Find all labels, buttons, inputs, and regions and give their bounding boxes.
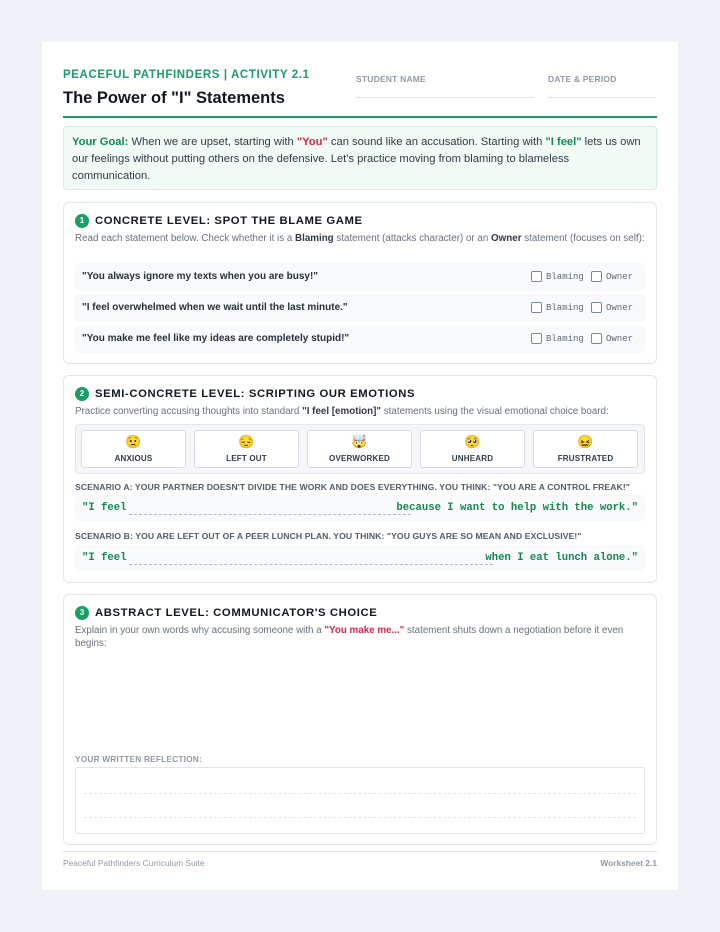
goal-label: Your Goal: [72,136,129,148]
footer-suite-name: Peaceful Pathfinders Curriculum Suite [63,858,205,868]
desc-text: statement shuts down a negotiation before it even begins: [75,625,624,649]
writing-line [84,817,636,818]
script-end: when I eat lunch alone." [485,552,638,564]
checkbox-box[interactable] [591,333,602,344]
goal-ifeel-word: "I feel" [545,136,582,148]
left-out-emoji-icon: 😔 [238,434,255,449]
student-name-field[interactable] [356,74,534,98]
checkbox-label: Blaming [546,334,584,344]
section-description [75,232,645,245]
writing-line [84,793,636,794]
goal-text: lets us own our feelings without putting others on the defensive. Let's practice moving from blaming to blameless communication. [72,136,641,182]
scenario-b-script [75,545,645,571]
desc-text: Explain in your own words why accusing someone with a [75,625,325,636]
emotion-card-unheard[interactable] [420,430,525,468]
date-period-field[interactable] [548,74,656,98]
section-number-badge: 3 [75,606,89,620]
unheard-emoji-icon: 🥺 [464,434,481,449]
script-start: "I feel [82,552,127,564]
checkbox-label: Blaming [546,272,584,282]
desc-text: Read each statement below. Check whether it is a [75,233,296,244]
emotion-card-frustrated[interactable] [533,430,638,468]
checkbox-box[interactable] [531,333,542,344]
activity-kicker: PEACEFUL PATHFINDERS | ACTIVITY 2.1 [63,69,310,81]
desc-text: statement (focuses on self): [521,233,645,244]
checkbox-label: Owner [606,334,634,344]
emotion-label: ANXIOUS [114,454,153,463]
page-title: The Power of "I" Statements [63,89,285,107]
statement-text: "You always ignore my texts when you are busy!" [82,271,319,282]
goal-text: can sound like an accusation. Starting with [327,136,546,148]
student-name-label: STUDENT NAME [356,74,426,84]
desc-bold: Owner [491,233,522,244]
script-start: "I feel [82,502,127,514]
date-period-label: DATE & PERIOD [548,74,617,84]
emotion-label: LEFT OUT [226,454,267,463]
desc-text: statements using the visual emotional choice board: [381,406,609,417]
goal-callout [63,126,657,190]
worksheet-page [42,42,678,890]
emotion-choice-board [75,424,645,474]
emotion-label: FRUSTRATED [557,454,614,463]
scenario-a-blank[interactable] [129,514,411,515]
emotion-card-anxious[interactable] [81,430,186,468]
desc-text: Practice converting accusing thoughts into standard [75,406,303,417]
scenario-b-label: SCENARIO B: YOU ARE LEFT OUT OF A PEER LUNCH PLAN. YOU THINK: "YOU GUYS ARE SO MEAN AND EXCLUSIVE!" [75,531,582,541]
section-description [75,624,645,650]
checkbox-box[interactable] [591,271,602,282]
section-abstract [63,594,657,845]
emotion-card-left-out[interactable] [194,430,299,468]
section-title: ABSTRACT LEVEL: COMMUNICATOR'S CHOICE [95,607,378,619]
section-semi-concrete [63,375,657,583]
reflection-textarea[interactable] [75,767,645,834]
checkbox-label: Owner [606,272,634,282]
worksheet-header [63,66,657,118]
emotion-card-overworked[interactable] [307,430,412,468]
checkbox-box[interactable] [591,302,602,313]
statement-text: "I feel overwhelmed when we wait until the last minute." [82,302,348,313]
section-title: CONCRETE LEVEL: SPOT THE BLAME GAME [95,215,363,227]
desc-highlight: "You make me..." [324,625,405,636]
desc-bold: "I feel [emotion]" [302,406,382,417]
reflection-label: YOUR WRITTEN REFLECTION: [75,754,202,764]
anxious-emoji-icon: 😟 [125,434,142,449]
statement-row [75,294,645,322]
section-number-badge: 1 [75,214,89,228]
script-end: because I want to help with the work." [396,502,638,514]
section-number-badge: 2 [75,387,89,401]
scenario-a-label: SCENARIO A: YOUR PARTNER DOESN'T DIVIDE THE WORK AND DOES EVERYTHING. YOU THINK: "YOU ARE A CONTROL FREAK!" [75,482,631,492]
overworked-emoji-icon: 🤯 [351,434,368,449]
checkbox-box[interactable] [531,271,542,282]
desc-text: statement (attacks character) or an [333,233,492,244]
checkbox-label: Owner [606,303,634,313]
statement-row [75,263,645,291]
emotion-label: UNHEARD [451,454,494,463]
scenario-b-blank[interactable] [129,564,493,565]
goal-text: When we are upset, starting with [128,136,297,148]
worksheet-footer [63,851,657,871]
statement-text: "You make me feel like my ideas are completely stupid!" [82,333,350,344]
section-title: SEMI-CONCRETE LEVEL: SCRIPTING OUR EMOTIONS [95,388,416,400]
checkbox-box[interactable] [531,302,542,313]
section-description [75,405,645,418]
desc-bold: Blaming [295,233,334,244]
frustrated-emoji-icon: 😖 [577,434,594,449]
footer-worksheet-number: Worksheet 2.1 [600,858,657,868]
section-concrete [63,202,657,364]
goal-you-word: "You" [296,136,328,148]
emotion-label: OVERWORKED [329,454,390,463]
checkbox-label: Blaming [546,303,584,313]
statement-row [75,325,645,353]
scenario-a-script [75,495,645,521]
